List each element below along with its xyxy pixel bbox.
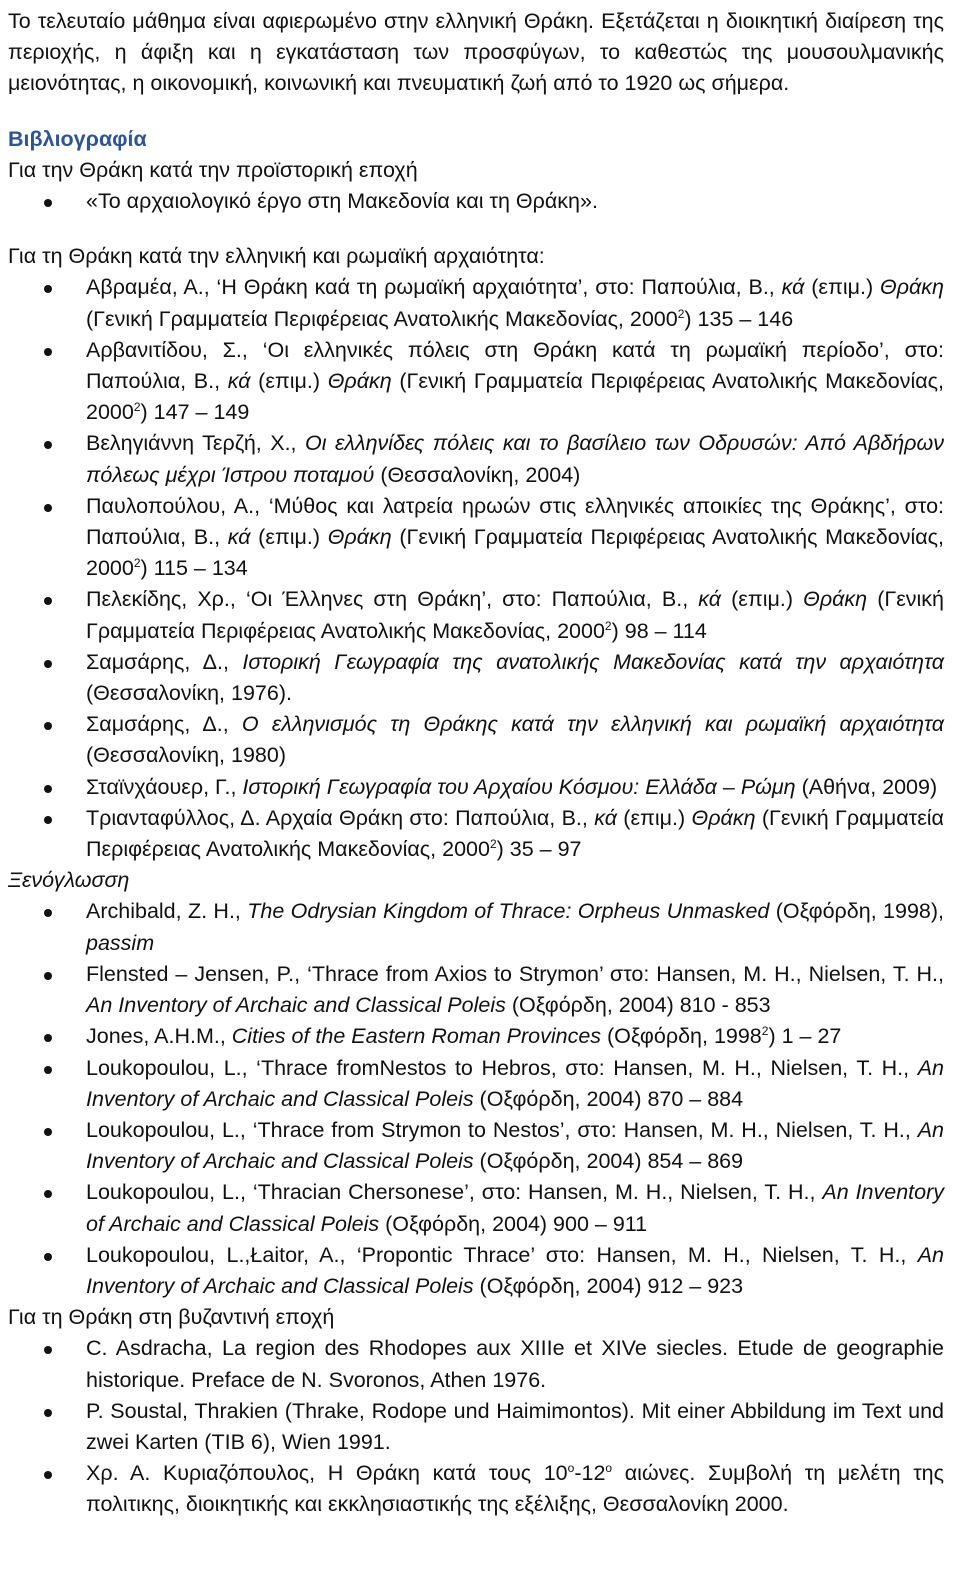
list-item: Loukopoulou, L., ‘Thrace from Strymon to Nestos’, στο: Hansen, M. H., Nielsen, T. H., An Inventory of Archaic and Classical Poleis (Οξφόρδη, 2004) 854 – 869 [8, 1115, 944, 1177]
list-item: Σταϊνχάουερ, Γ., Ιστορική Γεωγραφία του Αρχαίου Κόσμου: Ελλάδα – Ρώμη (Αθήνα, 2009) [8, 772, 944, 803]
list-item: C. Asdracha, La region des Rhodopes aux XIIIe et XIVe siecles. Etude de geographie historique. Preface de N. Svoronos, Athen 1976. [8, 1333, 944, 1395]
bullet-icon [44, 1346, 52, 1354]
list-item: P. Soustal, Thrakien (Thrake, Rodope und Haimimontos). Mit einer Abbildung im Text und zwei Karten (TIB 6), Wien 1991. [8, 1396, 944, 1458]
bullet-icon [44, 1253, 52, 1261]
list-item: Βεληγιάννη Τερζή, Χ., Οι ελληνίδες πόλεις και το βασίλειο των Οδρυσών: Από Αβδήρων πόλεως μέχρι Ίστρου ποταμού (Θεσσαλονίκη, 2004) [8, 428, 944, 490]
bullet-icon [44, 1409, 52, 1417]
bullet-icon [44, 785, 52, 793]
list-item: Αβραμέα, Α., ‘Η Θράκη καά τη ρωμαϊκή αρχαιότητα’, στο: Παπούλια, Β., κά (επιμ.) Θράκη (Γενική Γραμματεία Περιφέρειας Ανατολικής Μακεδονίας, 2000$^2$) 135 – 146 [8, 272, 944, 334]
list-item: Σαμσάρης, Δ., Ιστορική Γεωγραφία της ανατολικής Μακεδονίας κατά την αρχαιότητα (Θεσσαλονίκη, 1976). [8, 647, 944, 709]
bullet-icon [44, 722, 52, 730]
bullet-icon [44, 504, 52, 512]
list-item: Flensted – Jensen, P., ‘Thrace from Axios to Strymon’ στο: Hansen, M. H., Nielsen, T. H., An Inventory of Archaic and Classical Poleis (Οξφόρδη, 2004) 810 - 853 [8, 959, 944, 1021]
section-title-foreign: Ξενόγλωσση [8, 868, 130, 893]
list-item: Σαμσάρης, Δ., Ο ελληνισμός τη Θράκης κατά την ελληνική και ρωμαϊκή αρχαιότητα (Θεσσαλονίκη, 1980) [8, 709, 944, 771]
bullet-icon [44, 972, 52, 980]
bullet-icon [44, 441, 52, 449]
ancient-list [8, 272, 952, 865]
bullet-icon [44, 1190, 52, 1198]
list-item: Jones, A.H.M., Cities of the Eastern Roman Provinces (Οξφόρδη, 1998$^2$) 1 – 27 [8, 1021, 944, 1052]
bullet-icon [44, 1034, 52, 1042]
list-item: Χρ. Α. Κυριαζόπουλος, Η Θράκη κατά τους $10^o-12^o$ αιώνες. Συμβολή τη μελέτη της πολιτικης, διοικητικής και εκκλησιαστικής της εξέλιξης, Θεσσαλονίκη 2000. [8, 1458, 944, 1520]
bibliography-heading: Βιβλιογραφία [8, 126, 147, 151]
section-title-prehistoric: Για την Θράκη κατά την προϊστορική εποχή [8, 157, 418, 182]
list-item: Τριανταφύλλος, Δ. Αρχαία Θράκη στο: Παπούλια, Β., κά (επιμ.) Θράκη (Γενική Γραμματεία Περιφέρειας Ανατολικής Μακεδονίας, 2000$^2$) 35 – 97 [8, 803, 944, 865]
byzantine-list [8, 1333, 952, 1520]
section-title-byzantine: Για τη Θράκη στη βυζαντινή εποχή [8, 1305, 335, 1330]
bullet-icon [44, 199, 52, 207]
list-item: Loukopoulou, L., ‘Thrace fromNestos to Hebros, στο: Hansen, M. H., Nielsen, T. H., An Inventory of Archaic and Classical Poleis (Οξφόρδη, 2004) 870 – 884 [8, 1053, 944, 1115]
list-item: Loukopoulou, L.,Łaitor, A., ‘Propontic Thrace’ στο: Hansen, M. H., Nielsen, T. H., An Inventory of Archaic and Classical Poleis (Οξφόρδη, 2004) 912 – 923 [8, 1240, 944, 1302]
foreign-list [8, 896, 952, 1302]
bullet-icon [44, 909, 52, 917]
bullet-icon [44, 660, 52, 668]
list-item: Πελεκίδης, Χρ., ‘Οι Έλληνες στη Θράκη’, στο: Παπούλια, Β., κά (επιμ.) Θράκη (Γενική Γραμματεία Περιφέρειας Ανατολικής Μακεδονίας, 2000$^2$) 98 – 114 [8, 584, 944, 646]
list-item: Αρβανιτίδου, Σ., ‘Οι ελληνικές πόλεις στη Θράκη κατά τη ρωμαϊκή περίοδο’, στο: Παπούλια, Β., κά (επιμ.) Θράκη (Γενική Γραμματεία Περιφέρειας Ανατολικής Μακεδονίας, 2000$^2$) 147 – 149 [8, 335, 944, 429]
bullet-icon [44, 1471, 52, 1479]
section-title-ancient: Για τη Θράκη κατά την ελληνική και ρωμαϊκή αρχαιότητα: [8, 244, 545, 269]
bullet-icon [44, 1066, 52, 1074]
bullet-icon [44, 285, 52, 293]
bullet-icon [44, 1128, 52, 1136]
intro-paragraph: Το τελευταίο μάθημα είναι αφιερωμένο στην ελληνική Θράκη. Εξετάζεται η διοικητική διαίρεση της περιοχής, η άφιξη και η εγκατάσταση των προσφύγων, το καθεστώς της μουσουλμανικής μειονότητας, η οικονομική, κοινωνική και πνευματική ζωή από το 1920 ως σήμερα. [8, 9, 944, 96]
bullet-icon [44, 597, 52, 605]
bullet-icon [44, 348, 52, 356]
list-item: Loukopoulou, L., ‘Thracian Chersonese’, στο: Hansen, M. H., Nielsen, T. H., An Inventory of Archaic and Classical Poleis (Οξφόρδη, 2004) 900 – 911 [8, 1177, 944, 1239]
list-item: Archibald, Z. H., The Odrysian Kingdom of Thrace: Orpheus Unmasked (Οξφόρδη, 1998), passim [8, 896, 944, 958]
list-item: Παυλοπούλου, Α., ‘Μύθος και λατρεία ηρωών στις ελληνικές αποικίες της Θράκης’, στο: Παπούλια, Β., κά (επιμ.) Θράκη (Γενική Γραμματεία Περιφέρειας Ανατολικής Μακεδονίας, 2000$^2$) 115 – 134 [8, 491, 944, 585]
prehistoric-list [8, 186, 952, 217]
list-item: «Το αρχαιολογικό έργο στη Μακεδονία και τη Θράκη». [8, 186, 944, 217]
bullet-icon [44, 816, 52, 824]
